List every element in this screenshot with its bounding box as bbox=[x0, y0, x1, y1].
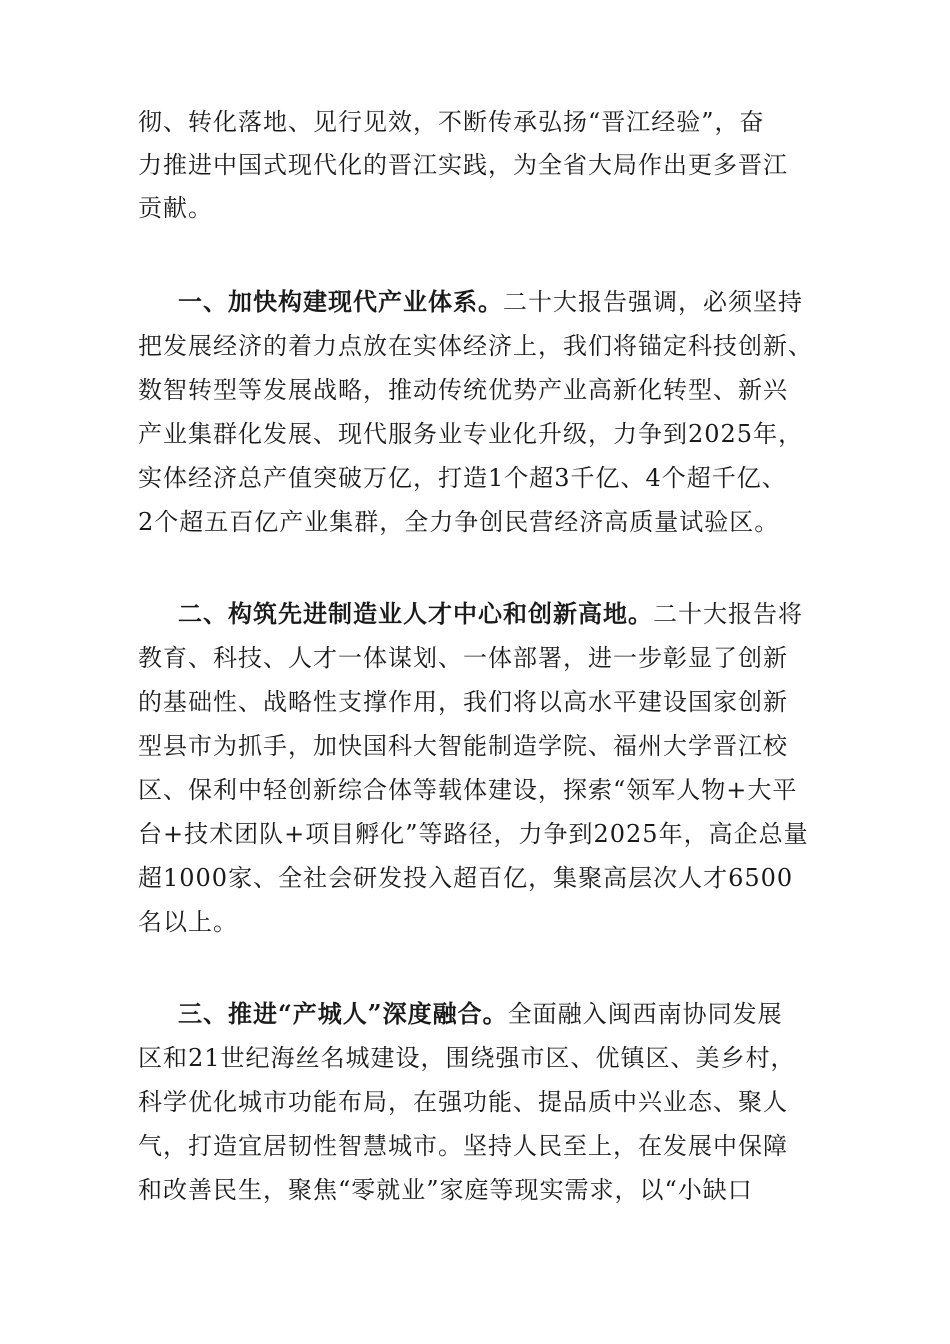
section-1-first-line-text: 二十大报告强调，必须坚持 bbox=[503, 288, 803, 316]
section-2-line-4: 型县市为抓手，加快国科大智能制造学院、福州大学晋江校 bbox=[138, 732, 788, 760]
section-2-line-8: 名以上。 bbox=[138, 908, 238, 936]
intro-line-2: 力推进中国式现代化的晋江实践，为全省大局作出更多晋江 bbox=[138, 151, 788, 179]
section-2-line-3: 的基础性、战略性支撑作用，我们将以高水平建设国家创新 bbox=[138, 688, 788, 716]
section-1-line-4: 产业集群化发展、现代服务业专业化升级，力争到2025年， bbox=[138, 420, 804, 448]
section-1-first-line bbox=[178, 287, 803, 317]
section-2-first-line-text: 二十大报告将 bbox=[653, 600, 803, 628]
section-3-line-2: 区和21世纪海丝名城建设，围绕强市区、优镇区、美乡村， bbox=[138, 1044, 796, 1072]
section-2-line-7: 超1000家、全社会研发投入超百亿，集聚高层次人才6500 bbox=[138, 864, 794, 892]
section-1-heading: 一、加快构建现代产业体系。 bbox=[178, 287, 503, 316]
section-3-line-3: 科学优化城市功能布局，在强功能、提品质中兴业态、聚人 bbox=[138, 1088, 788, 1116]
section-1-line-3: 数智转型等发展战略，推动传统优势产业高新化转型、新兴 bbox=[138, 376, 788, 404]
intro-line-1: 彻、转化落地、见行见效，不断传承弘扬“晋江经验”，奋 bbox=[138, 108, 765, 136]
section-3-line-5: 和改善民生，聚焦“零就业”家庭等现实需求，以“小缺口 bbox=[138, 1176, 753, 1204]
section-2-line-6: 台+技术团队+项目孵化”等路径，力争到2025年，高企总量 bbox=[138, 820, 809, 848]
section-3-heading: 三、推进“产城人”深度融合。 bbox=[178, 999, 508, 1028]
section-2-line-2: 教育、科技、人才一体谋划、一体部署，进一步彰显了创新 bbox=[138, 644, 788, 672]
section-3-first-line bbox=[178, 999, 783, 1029]
section-1-line-6: 2个超五百亿产业集群，全力争创民营经济高质量试验区。 bbox=[138, 508, 780, 536]
section-2-heading: 二、构筑先进制造业人才中心和创新高地。 bbox=[178, 599, 653, 628]
section-1-line-5: 实体经济总产值突破万亿，打造1个超3千亿、4个超千亿、 bbox=[138, 464, 787, 492]
section-1-line-2: 把发展经济的着力点放在实体经济上，我们将锚定科技创新、 bbox=[138, 332, 813, 360]
section-3-line-4: 气，打造宜居韧性智慧城市。坚持人民至上，在发展中保障 bbox=[138, 1132, 788, 1160]
section-3-first-line-text: 全面融入闽西南协同发展 bbox=[507, 1000, 783, 1028]
section-2-first-line bbox=[178, 599, 803, 629]
intro-line-3: 贡献。 bbox=[138, 194, 213, 222]
section-2-line-5: 区、保利中轻创新综合体等载体建设，探索“领军人物+大平 bbox=[138, 776, 798, 804]
